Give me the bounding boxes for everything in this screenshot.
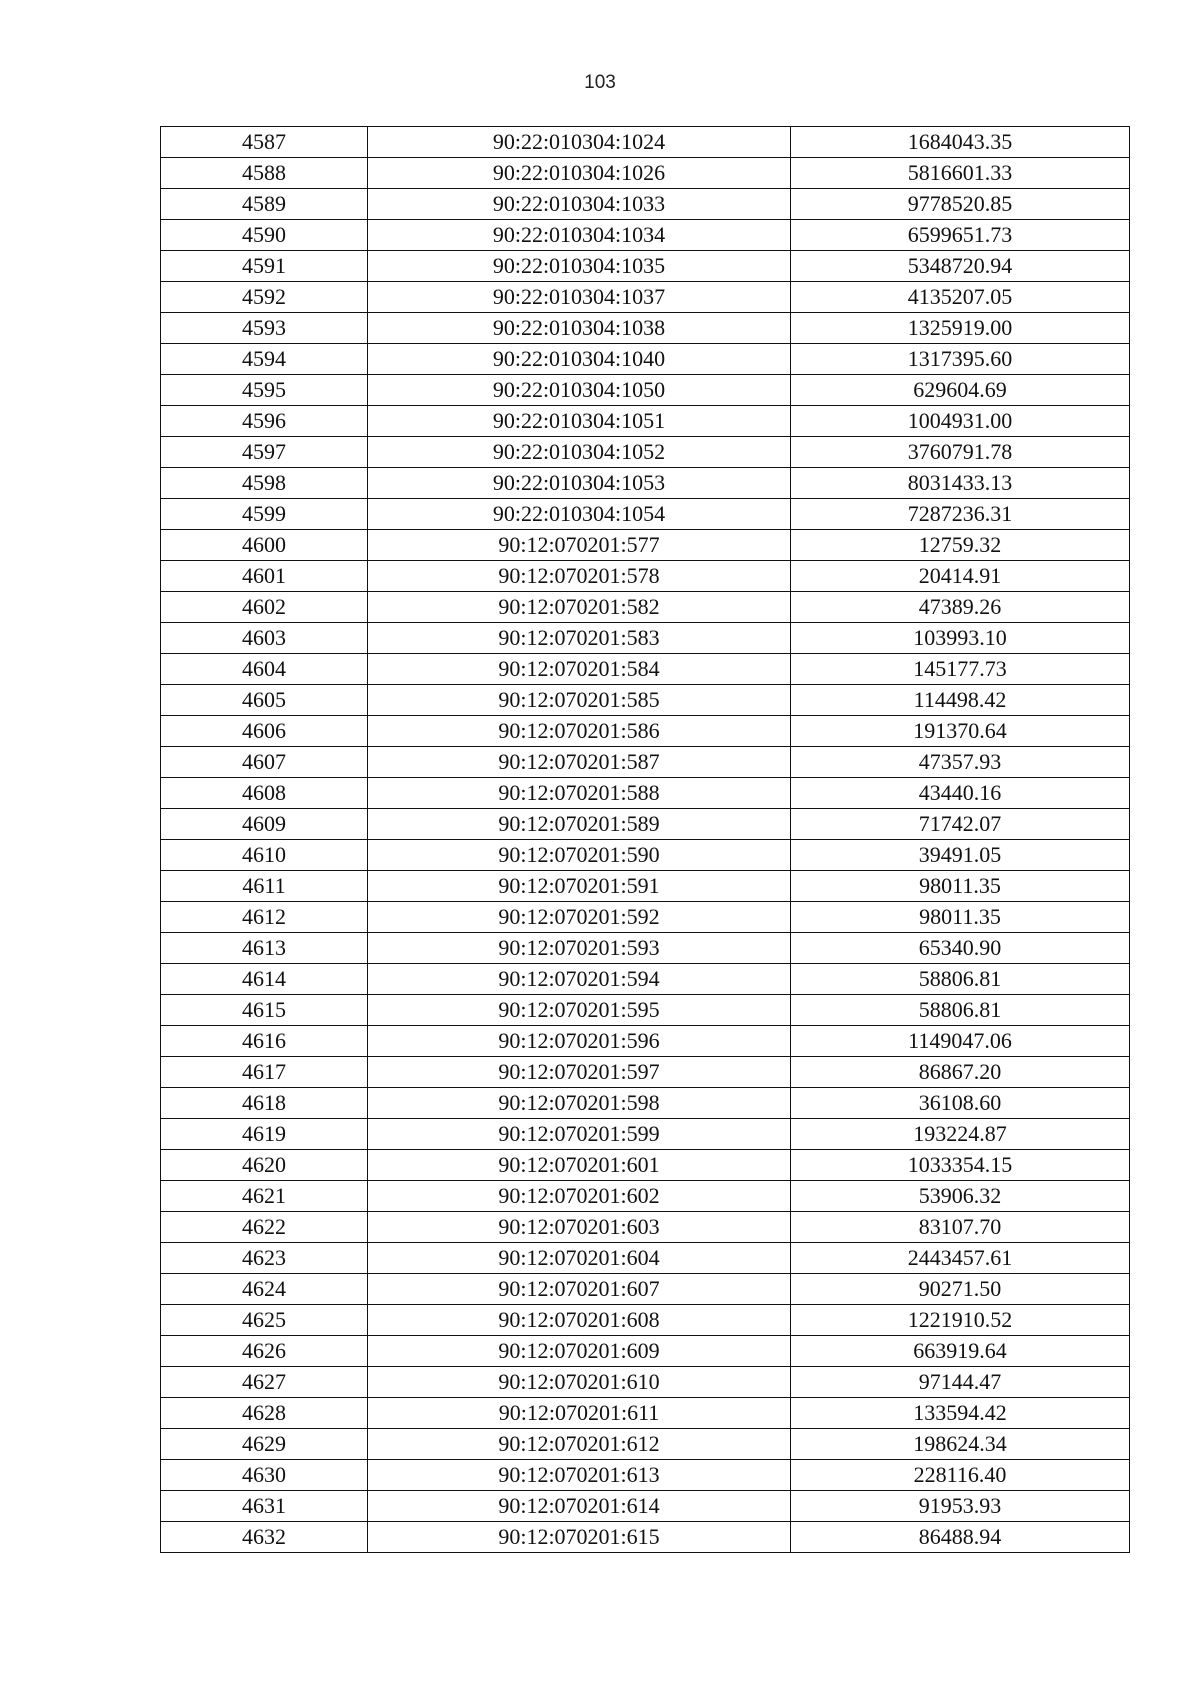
cadastral-value-cell: 114498.42 bbox=[791, 685, 1130, 716]
table-row bbox=[161, 1336, 1130, 1367]
cadastral-value-cell: 43440.16 bbox=[791, 778, 1130, 809]
row-number-cell: 4625 bbox=[161, 1305, 368, 1336]
cadastral-number-cell: 90:12:070201:599 bbox=[368, 1119, 791, 1150]
table-row bbox=[161, 592, 1130, 623]
row-number-cell: 4594 bbox=[161, 344, 368, 375]
cadastral-value-cell: 1221910.52 bbox=[791, 1305, 1130, 1336]
table-row bbox=[161, 1088, 1130, 1119]
cadastral-value-cell: 629604.69 bbox=[791, 375, 1130, 406]
row-number-cell: 4630 bbox=[161, 1460, 368, 1491]
table-row bbox=[161, 778, 1130, 809]
cadastral-value-cell: 5348720.94 bbox=[791, 251, 1130, 282]
cadastral-number-cell: 90:12:070201:592 bbox=[368, 902, 791, 933]
row-number-cell: 4593 bbox=[161, 313, 368, 344]
table-row bbox=[161, 1057, 1130, 1088]
cadastral-number-cell: 90:12:070201:602 bbox=[368, 1181, 791, 1212]
cadastral-number-cell: 90:22:010304:1053 bbox=[368, 468, 791, 499]
cadastral-value-cell: 103993.10 bbox=[791, 623, 1130, 654]
table-row bbox=[161, 871, 1130, 902]
table-row bbox=[161, 1429, 1130, 1460]
cadastral-value-cell: 663919.64 bbox=[791, 1336, 1130, 1367]
cadastral-value-cell: 198624.34 bbox=[791, 1429, 1130, 1460]
cadastral-value-cell: 3760791.78 bbox=[791, 437, 1130, 468]
cadastral-number-cell: 90:12:070201:582 bbox=[368, 592, 791, 623]
cadastral-number-cell: 90:22:010304:1052 bbox=[368, 437, 791, 468]
table-body bbox=[161, 127, 1130, 1553]
cadastral-value-cell: 65340.90 bbox=[791, 933, 1130, 964]
cadastral-value-cell: 191370.64 bbox=[791, 716, 1130, 747]
cadastral-number-cell: 90:12:070201:601 bbox=[368, 1150, 791, 1181]
row-number-cell: 4619 bbox=[161, 1119, 368, 1150]
cadastral-number-cell: 90:12:070201:604 bbox=[368, 1243, 791, 1274]
row-number-cell: 4589 bbox=[161, 189, 368, 220]
row-number-cell: 4623 bbox=[161, 1243, 368, 1274]
cadastral-value-table bbox=[160, 126, 1130, 1553]
row-number-cell: 4601 bbox=[161, 561, 368, 592]
cadastral-number-cell: 90:12:070201:587 bbox=[368, 747, 791, 778]
cadastral-number-cell: 90:22:010304:1050 bbox=[368, 375, 791, 406]
row-number-cell: 4629 bbox=[161, 1429, 368, 1460]
cadastral-value-cell: 145177.73 bbox=[791, 654, 1130, 685]
cadastral-value-cell: 228116.40 bbox=[791, 1460, 1130, 1491]
row-number-cell: 4591 bbox=[161, 251, 368, 282]
cadastral-value-cell: 58806.81 bbox=[791, 964, 1130, 995]
cadastral-number-cell: 90:12:070201:591 bbox=[368, 871, 791, 902]
cadastral-value-cell: 98011.35 bbox=[791, 902, 1130, 933]
row-number-cell: 4621 bbox=[161, 1181, 368, 1212]
cadastral-number-cell: 90:22:010304:1026 bbox=[368, 158, 791, 189]
row-number-cell: 4598 bbox=[161, 468, 368, 499]
cadastral-number-cell: 90:12:070201:593 bbox=[368, 933, 791, 964]
cadastral-value-cell: 97144.47 bbox=[791, 1367, 1130, 1398]
cadastral-number-cell: 90:12:070201:608 bbox=[368, 1305, 791, 1336]
cadastral-value-cell: 2443457.61 bbox=[791, 1243, 1130, 1274]
table-row bbox=[161, 251, 1130, 282]
cadastral-value-cell: 7287236.31 bbox=[791, 499, 1130, 530]
cadastral-value-cell: 133594.42 bbox=[791, 1398, 1130, 1429]
table-row bbox=[161, 499, 1130, 530]
row-number-cell: 4614 bbox=[161, 964, 368, 995]
cadastral-number-cell: 90:12:070201:612 bbox=[368, 1429, 791, 1460]
cadastral-value-cell: 8031433.13 bbox=[791, 468, 1130, 499]
cadastral-value-cell: 1149047.06 bbox=[791, 1026, 1130, 1057]
table-row bbox=[161, 437, 1130, 468]
cadastral-number-cell: 90:12:070201:607 bbox=[368, 1274, 791, 1305]
cadastral-value-cell: 58806.81 bbox=[791, 995, 1130, 1026]
cadastral-number-cell: 90:22:010304:1038 bbox=[368, 313, 791, 344]
cadastral-value-cell: 91953.93 bbox=[791, 1491, 1130, 1522]
row-number-cell: 4617 bbox=[161, 1057, 368, 1088]
table-row bbox=[161, 1460, 1130, 1491]
cadastral-number-cell: 90:12:070201:584 bbox=[368, 654, 791, 685]
cadastral-value-cell: 71742.07 bbox=[791, 809, 1130, 840]
cadastral-value-cell: 1033354.15 bbox=[791, 1150, 1130, 1181]
table-row bbox=[161, 220, 1130, 251]
table-row bbox=[161, 716, 1130, 747]
row-number-cell: 4613 bbox=[161, 933, 368, 964]
row-number-cell: 4596 bbox=[161, 406, 368, 437]
table-row bbox=[161, 840, 1130, 871]
table-row bbox=[161, 1150, 1130, 1181]
table-row bbox=[161, 468, 1130, 499]
cadastral-value-cell: 53906.32 bbox=[791, 1181, 1130, 1212]
row-number-cell: 4599 bbox=[161, 499, 368, 530]
table-row bbox=[161, 530, 1130, 561]
table-row bbox=[161, 1522, 1130, 1553]
cadastral-value-cell: 6599651.73 bbox=[791, 220, 1130, 251]
cadastral-number-cell: 90:12:070201:603 bbox=[368, 1212, 791, 1243]
table-row bbox=[161, 282, 1130, 313]
row-number-cell: 4602 bbox=[161, 592, 368, 623]
row-number-cell: 4618 bbox=[161, 1088, 368, 1119]
cadastral-number-cell: 90:22:010304:1051 bbox=[368, 406, 791, 437]
cadastral-number-cell: 90:12:070201:577 bbox=[368, 530, 791, 561]
table-row bbox=[161, 1274, 1130, 1305]
row-number-cell: 4597 bbox=[161, 437, 368, 468]
table-row bbox=[161, 1212, 1130, 1243]
table-row bbox=[161, 344, 1130, 375]
cadastral-value-cell: 36108.60 bbox=[791, 1088, 1130, 1119]
table-row bbox=[161, 654, 1130, 685]
cadastral-value-cell: 1004931.00 bbox=[791, 406, 1130, 437]
cadastral-value-cell: 98011.35 bbox=[791, 871, 1130, 902]
row-number-cell: 4604 bbox=[161, 654, 368, 685]
row-number-cell: 4624 bbox=[161, 1274, 368, 1305]
row-number-cell: 4608 bbox=[161, 778, 368, 809]
cadastral-number-cell: 90:12:070201:594 bbox=[368, 964, 791, 995]
cadastral-number-cell: 90:22:010304:1024 bbox=[368, 127, 791, 158]
cadastral-number-cell: 90:22:010304:1040 bbox=[368, 344, 791, 375]
cadastral-value-cell: 47389.26 bbox=[791, 592, 1130, 623]
row-number-cell: 4615 bbox=[161, 995, 368, 1026]
row-number-cell: 4611 bbox=[161, 871, 368, 902]
cadastral-value-cell: 1325919.00 bbox=[791, 313, 1130, 344]
cadastral-number-cell: 90:12:070201:615 bbox=[368, 1522, 791, 1553]
cadastral-value-cell: 86488.94 bbox=[791, 1522, 1130, 1553]
cadastral-value-cell: 1684043.35 bbox=[791, 127, 1130, 158]
cadastral-number-cell: 90:12:070201:613 bbox=[368, 1460, 791, 1491]
row-number-cell: 4600 bbox=[161, 530, 368, 561]
cadastral-value-cell: 47357.93 bbox=[791, 747, 1130, 778]
cadastral-value-cell: 86867.20 bbox=[791, 1057, 1130, 1088]
row-number-cell: 4605 bbox=[161, 685, 368, 716]
cadastral-number-cell: 90:12:070201:609 bbox=[368, 1336, 791, 1367]
cadastral-value-cell: 39491.05 bbox=[791, 840, 1130, 871]
cadastral-value-cell: 20414.91 bbox=[791, 561, 1130, 592]
cadastral-value-cell: 12759.32 bbox=[791, 530, 1130, 561]
row-number-cell: 4622 bbox=[161, 1212, 368, 1243]
cadastral-number-cell: 90:12:070201:610 bbox=[368, 1367, 791, 1398]
cadastral-value-cell: 4135207.05 bbox=[791, 282, 1130, 313]
row-number-cell: 4631 bbox=[161, 1491, 368, 1522]
cadastral-number-cell: 90:12:070201:586 bbox=[368, 716, 791, 747]
cadastral-value-cell: 193224.87 bbox=[791, 1119, 1130, 1150]
row-number-cell: 4588 bbox=[161, 158, 368, 189]
table-row bbox=[161, 1026, 1130, 1057]
cadastral-number-cell: 90:12:070201:595 bbox=[368, 995, 791, 1026]
table-row bbox=[161, 747, 1130, 778]
cadastral-value-cell: 9778520.85 bbox=[791, 189, 1130, 220]
table-row bbox=[161, 1491, 1130, 1522]
cadastral-number-cell: 90:12:070201:596 bbox=[368, 1026, 791, 1057]
row-number-cell: 4590 bbox=[161, 220, 368, 251]
table-row bbox=[161, 1367, 1130, 1398]
table-row bbox=[161, 158, 1130, 189]
table-row bbox=[161, 127, 1130, 158]
cadastral-value-cell: 5816601.33 bbox=[791, 158, 1130, 189]
row-number-cell: 4632 bbox=[161, 1522, 368, 1553]
cadastral-number-cell: 90:12:070201:590 bbox=[368, 840, 791, 871]
cadastral-number-cell: 90:22:010304:1034 bbox=[368, 220, 791, 251]
row-number-cell: 4620 bbox=[161, 1150, 368, 1181]
cadastral-number-cell: 90:22:010304:1054 bbox=[368, 499, 791, 530]
table-row bbox=[161, 375, 1130, 406]
table-row bbox=[161, 809, 1130, 840]
table-row bbox=[161, 189, 1130, 220]
table-row bbox=[161, 1243, 1130, 1274]
table-row bbox=[161, 313, 1130, 344]
table-row bbox=[161, 1398, 1130, 1429]
cadastral-number-cell: 90:12:070201:611 bbox=[368, 1398, 791, 1429]
row-number-cell: 4595 bbox=[161, 375, 368, 406]
table-row bbox=[161, 1119, 1130, 1150]
cadastral-number-cell: 90:12:070201:598 bbox=[368, 1088, 791, 1119]
row-number-cell: 4587 bbox=[161, 127, 368, 158]
table-row bbox=[161, 964, 1130, 995]
row-number-cell: 4616 bbox=[161, 1026, 368, 1057]
cadastral-number-cell: 90:12:070201:578 bbox=[368, 561, 791, 592]
table-row bbox=[161, 933, 1130, 964]
row-number-cell: 4627 bbox=[161, 1367, 368, 1398]
row-number-cell: 4610 bbox=[161, 840, 368, 871]
row-number-cell: 4606 bbox=[161, 716, 368, 747]
row-number-cell: 4592 bbox=[161, 282, 368, 313]
row-number-cell: 4626 bbox=[161, 1336, 368, 1367]
cadastral-number-cell: 90:22:010304:1037 bbox=[368, 282, 791, 313]
table-row bbox=[161, 561, 1130, 592]
table-row bbox=[161, 685, 1130, 716]
cadastral-number-cell: 90:12:070201:614 bbox=[368, 1491, 791, 1522]
cadastral-value-cell: 83107.70 bbox=[791, 1212, 1130, 1243]
cadastral-number-cell: 90:12:070201:597 bbox=[368, 1057, 791, 1088]
cadastral-number-cell: 90:12:070201:589 bbox=[368, 809, 791, 840]
table-row bbox=[161, 623, 1130, 654]
table-row bbox=[161, 1181, 1130, 1212]
cadastral-value-cell: 90271.50 bbox=[791, 1274, 1130, 1305]
table-row bbox=[161, 406, 1130, 437]
row-number-cell: 4609 bbox=[161, 809, 368, 840]
table-row bbox=[161, 902, 1130, 933]
page-number: 103 bbox=[584, 72, 616, 93]
cadastral-number-cell: 90:22:010304:1033 bbox=[368, 189, 791, 220]
row-number-cell: 4607 bbox=[161, 747, 368, 778]
cadastral-value-cell: 1317395.60 bbox=[791, 344, 1130, 375]
table-row bbox=[161, 995, 1130, 1026]
cadastral-number-cell: 90:12:070201:583 bbox=[368, 623, 791, 654]
cadastral-number-cell: 90:22:010304:1035 bbox=[368, 251, 791, 282]
cadastral-number-cell: 90:12:070201:585 bbox=[368, 685, 791, 716]
table-row bbox=[161, 1305, 1130, 1336]
row-number-cell: 4603 bbox=[161, 623, 368, 654]
row-number-cell: 4628 bbox=[161, 1398, 368, 1429]
row-number-cell: 4612 bbox=[161, 902, 368, 933]
cadastral-number-cell: 90:12:070201:588 bbox=[368, 778, 791, 809]
